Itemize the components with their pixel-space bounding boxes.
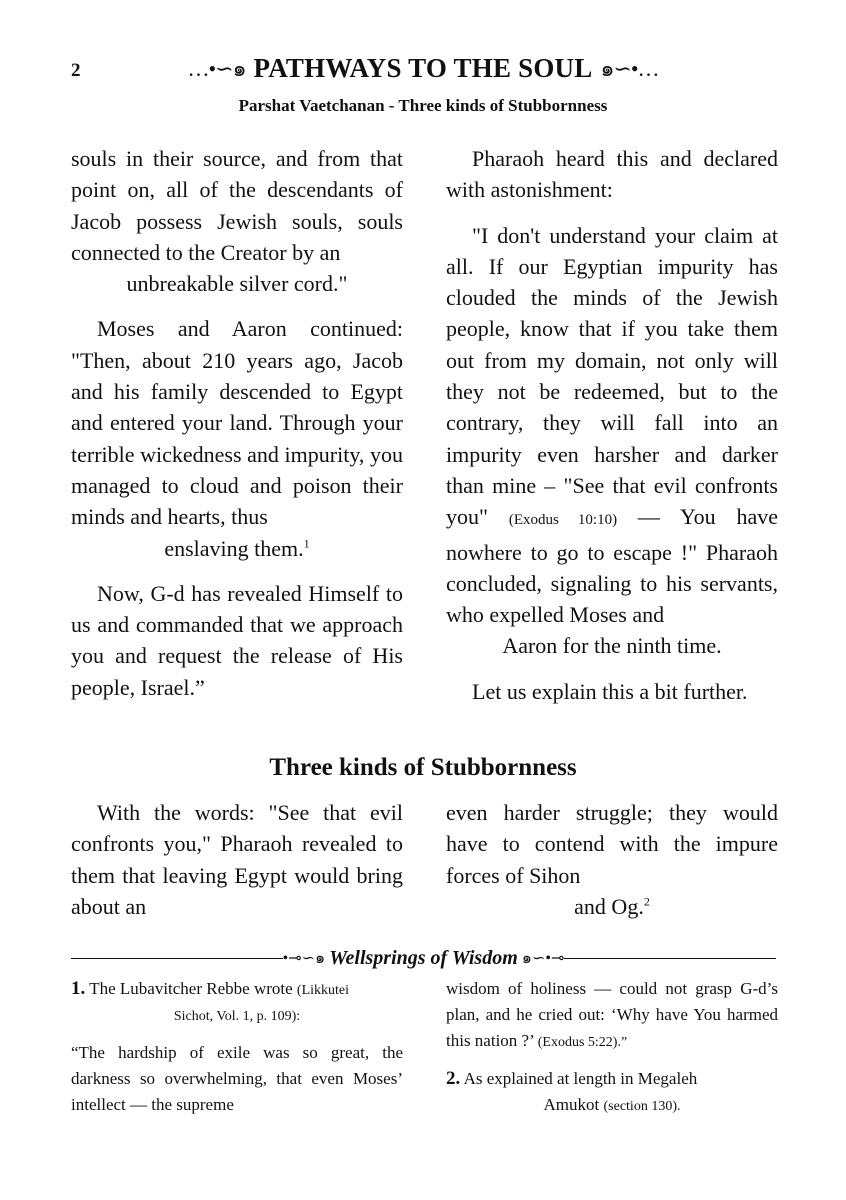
paragraph-text: even harder struggle; they would have to contend with the impure forces of Sihon — [446, 800, 778, 888]
paragraph-last-line — [71, 533, 403, 564]
paragraph-text: and Og. — [574, 893, 644, 919]
paragraph — [446, 676, 778, 707]
paragraph — [446, 220, 778, 662]
paragraph — [71, 313, 403, 563]
header-ornament-left: …•∽๑ — [187, 55, 246, 81]
section-heading: Three kinds of Stubbornness — [269, 754, 577, 781]
left-column-bottom — [71, 797, 403, 936]
paragraph-last-line — [446, 891, 778, 922]
paragraph — [71, 143, 403, 299]
footnotes-label: Wellsprings of Wisdom — [329, 946, 518, 969]
footnote-reference: (Exodus 5:22).” — [537, 1035, 628, 1050]
right-column-bottom — [446, 797, 778, 936]
paragraph-text: enslaving them. — [164, 535, 304, 561]
footnotes-left — [71, 976, 403, 1128]
footnote-quote — [71, 1040, 403, 1118]
footnotes-right — [446, 976, 778, 1130]
paragraph — [446, 797, 778, 922]
paragraph-text: souls in their source, and from that point on, all of the descendants of Jacob possess Jewish souls, souls connected to the Creator by an — [71, 146, 403, 265]
footnote-text: As explained at length in Megaleh — [463, 1069, 698, 1088]
divider-ornament-right: ๑∽•⊸ — [521, 949, 565, 967]
footnote-1 — [71, 976, 403, 1030]
running-header — [130, 50, 716, 86]
paragraph-last-line: unbreakable silver cord." — [126, 271, 348, 297]
footnote-marker: 1 — [303, 536, 310, 551]
footnote-marker: 2 — [643, 894, 650, 909]
paragraph-text: Moses and Aaron continued: "Then, about 210 years ago, Jacob and his family descended to Egypt and entered your land. Through your terrible wickedness and impurity, you managed to cloud and poison their minds and hearts, thus — [71, 316, 403, 530]
paragraph-last-line: Aaron for the ninth time. — [502, 633, 722, 659]
scripture-reference: (Exodus 10:10) — [508, 512, 618, 529]
footnote-text: wisdom of holiness — could not grasp G-d’s plan, and he cried out: ‘Why have You harmed this nation ?’ — [446, 979, 778, 1050]
footnote-number: 2. — [446, 1068, 461, 1089]
footnote-reference: (section 130). — [603, 1099, 681, 1114]
header-ornament-right: ๑∽•… — [600, 55, 659, 81]
paragraph — [71, 578, 403, 703]
footnote-number: 1. — [71, 978, 86, 999]
footnote-divider — [71, 945, 776, 971]
footnote-quote-continued — [446, 976, 778, 1056]
footnote-reference: (Likkutei — [296, 983, 350, 998]
divider-ornament-left: •⊸∽๑ — [282, 949, 326, 967]
right-column-top — [446, 143, 778, 721]
divider-line-left — [71, 958, 283, 959]
chapter-subtitle: Parshat Vaetchanan - Three kinds of Stubbornness — [238, 96, 608, 115]
page-number: 2 — [71, 60, 81, 81]
footnote-reference: Sichot, Vol. 1, p. 109): — [173, 1009, 301, 1024]
footnote-text: “The hardship of exile was so great, the darkness so overwhelming, that even Moses’ intellect — the supreme — [71, 1043, 403, 1114]
paragraph — [71, 797, 403, 922]
divider-line-right — [564, 958, 776, 959]
footnote-last-line — [446, 1092, 778, 1120]
footnote-2 — [446, 1066, 778, 1120]
paragraph-text: "I don't understand your claim at all. If our Egyptian impurity has clouded the minds of the Jewish people, know that if you take them out from my domain, not only will they not be redeemed, but to the contrary, they will fall into an impurity even harsher and darker than mine – "See that evil confronts you" — [446, 222, 778, 530]
paragraph-text: — You have nowhere to go to escape !" Pharaoh concluded, signaling to his servants, who expelled Moses and — [446, 504, 778, 628]
paragraph-text: Let us explain this a bit further. — [472, 678, 748, 704]
left-column-top — [71, 143, 403, 717]
paragraph — [446, 143, 778, 206]
book-title: PATHWAYS TO THE SOUL — [253, 52, 593, 83]
paragraph-text: Now, G-d has revealed Himself to us and commanded that we approach you and request the release of His people, Israel.” — [71, 580, 403, 700]
footnote-text: The Lubavitcher Rebbe wrote — [89, 979, 293, 998]
paragraph-text: With the words: "See that evil confronts you," Pharaoh revealed to them that leaving Egypt would bring about an — [71, 800, 403, 919]
paragraph-text: Pharaoh heard this and declared with astonishment: — [446, 146, 778, 203]
footnote-text: Amukot — [543, 1095, 600, 1114]
